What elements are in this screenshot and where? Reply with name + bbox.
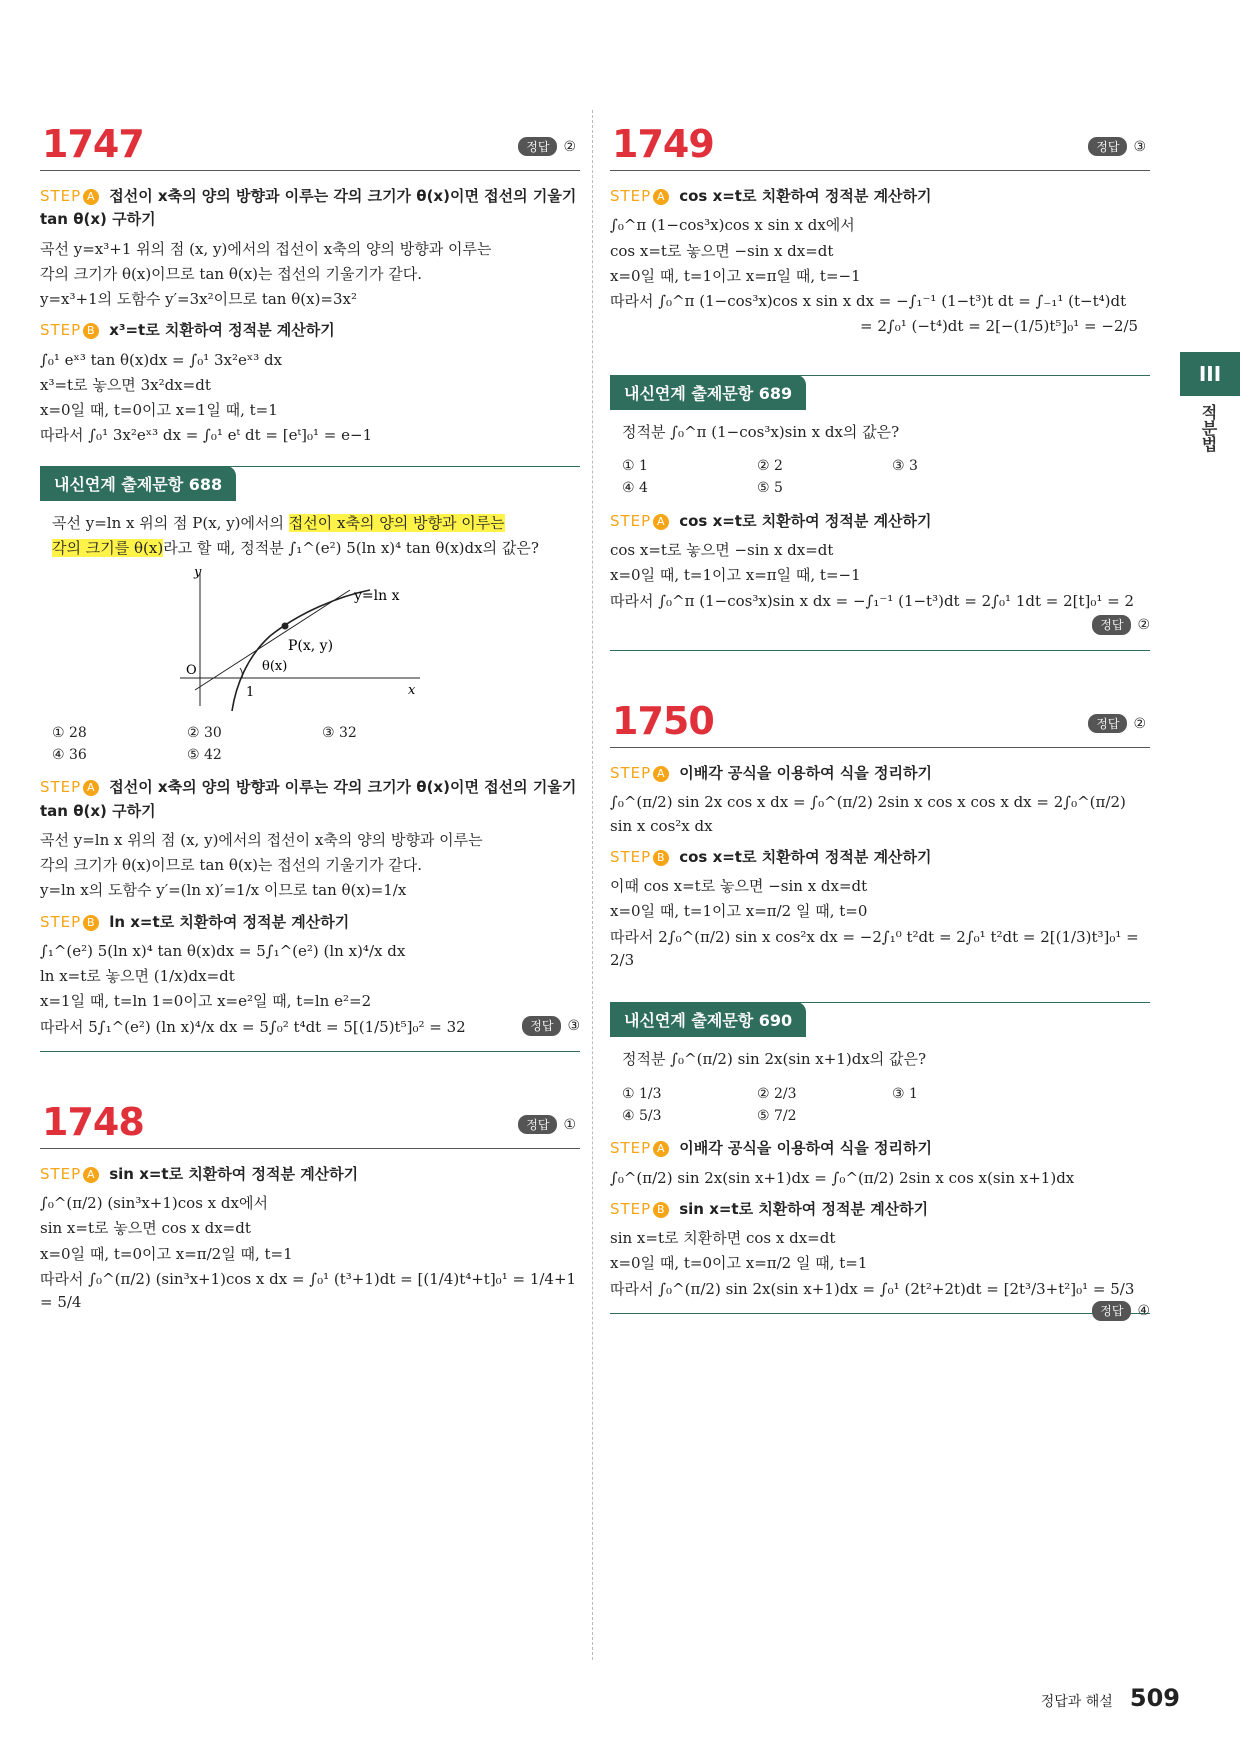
answer (518, 1115, 576, 1134)
step-tag: STEP A (610, 187, 669, 205)
solution-line: ∫₀^(π/2) sin 2x(sin x+1)dx = ∫₀^(π/2) 2sin x cos x(sin x+1)dx (610, 1168, 1075, 1187)
answer-badge: 정답 (1092, 1301, 1131, 1322)
solution-line: cos x=t로 놓으면 −sin x dx=dt (610, 241, 834, 260)
solution-line: 이때 cos x=t로 놓으면 −sin x dx=dt (610, 877, 868, 896)
answer-badge: 정답 (1092, 615, 1131, 636)
point-label: P(x, y) (288, 637, 334, 654)
related-question (40, 501, 580, 566)
solution-line: ∫₀^(π/2) (sin³x+1)cos x dx에서 (40, 1194, 268, 1213)
solution-line: ∫₀^π (1−cos³x)cos x sin x dx에서 (610, 216, 855, 235)
question-text: 라고 할 때, 정적분 ∫₁^(e²) 5(ln x)⁴ tan θ(x)dx의 값은? (163, 539, 539, 557)
step-tag: STEP A (40, 187, 99, 205)
solution-line: x=0일 때, t=0이고 x=π/2 일 때, t=1 (610, 1254, 868, 1273)
problem-header-1748 (40, 1088, 580, 1149)
choice: ③ 3 (892, 458, 918, 474)
choices (52, 722, 568, 767)
related-rule (610, 1002, 1150, 1003)
related-title: 내신연계 출제문항 690 (610, 1002, 806, 1037)
answer-value: ④ (1137, 1302, 1150, 1319)
related-question: 정적분 ∫₀^(π/2) sin 2x(sin x+1)dx의 값은? (622, 1050, 927, 1069)
step-text: 이배각 공식을 이용하여 식을 정리하기 (679, 1139, 932, 1158)
answer-value: ② (1137, 616, 1150, 633)
step-tag: STEP A (610, 1139, 669, 1157)
answer-value: ② (1133, 716, 1146, 733)
step-text: sin x=t로 치환하여 정적분 계산하기 (679, 1199, 929, 1218)
solution-line: y=ln x의 도함수 y′=(ln x)′=1/x 이므로 tan θ(x)=1/x (40, 881, 407, 900)
step-b (40, 911, 580, 934)
column-divider (592, 110, 593, 1660)
left-column (40, 110, 580, 1316)
solution-line: x³=t로 놓으면 3x²dx=dt (40, 375, 211, 394)
problem-number: 1749 (612, 122, 714, 166)
origin-label: O (186, 662, 197, 678)
answer-line (610, 615, 1150, 638)
solution-line (40, 1016, 580, 1039)
choice: ② 30 (187, 724, 222, 741)
question-text: 곡선 y=ln x 위의 점 P(x, y)에서의 (52, 513, 289, 532)
one-label: 1 (246, 684, 255, 700)
choice: ⑤ 42 (187, 746, 222, 763)
step-text: 접선이 x축의 양의 방향과 이루는 각의 크기가 θ(x)이면 접선의 기울기 tan θ(x) 구하기 (40, 778, 577, 820)
answer-value: ③ (567, 1017, 580, 1034)
choice: ③ 1 (892, 1085, 918, 1102)
step-tag: STEP A (610, 512, 669, 530)
curve-label: y=ln x (354, 587, 400, 604)
answer-badge: 정답 (518, 1115, 557, 1134)
x-label: x (408, 682, 416, 698)
choice: ⑤ 7/2 (757, 1107, 797, 1124)
choice: ② 2 (757, 458, 783, 474)
highlight: 접선이 x축의 양의 방향과 이루는 (288, 513, 505, 532)
right-column (610, 110, 1150, 1323)
solution-line: 각의 크기가 θ(x)이므로 tan θ(x)는 접선의 기울기가 같다. (40, 856, 422, 875)
section-rule (610, 650, 1150, 651)
answer-value: ① (563, 1116, 576, 1133)
log-graph (170, 566, 430, 716)
related-title: 내신연계 출제문항 689 (610, 375, 806, 410)
step-text: x³=t로 치환하여 정적분 계산하기 (109, 321, 335, 340)
step-a (40, 185, 580, 232)
footer-label: 정답과 해설 (1040, 1694, 1113, 1710)
answer-value: ③ (1133, 139, 1146, 155)
step-a (610, 510, 1150, 533)
solution-line: x=1일 때, t=ln 1=0이고 x=e²일 때, t=ln e²=2 (40, 992, 372, 1011)
solution-line: x=0일 때, t=1이고 x=π일 때, t=−1 (610, 566, 861, 585)
answer-value: ② (563, 139, 576, 155)
answer (1088, 137, 1146, 156)
solution-line: ∫₁^(e²) 5(ln x)⁴ tan θ(x)dx = 5∫₁^(e²) (ln x)⁴/x dx (40, 941, 406, 960)
problem-number: 1748 (42, 1099, 144, 1144)
solution-line: 각의 크기가 θ(x)이므로 tan θ(x)는 접선의 기울기가 같다. (40, 264, 422, 283)
solution-line (610, 1278, 1150, 1319)
step-tag: STEP A (40, 1165, 99, 1183)
step-tag: STEP B (610, 1200, 669, 1218)
page-footer (1041, 1684, 1180, 1712)
answer (1088, 714, 1146, 733)
choice: ④ 4 (622, 480, 648, 497)
solution-line: 곡선 y=x³+1 위의 점 (x, y)에서의 접선이 x축의 양의 방향과 이루는 (40, 239, 492, 258)
step-text: cos x=t로 치환하여 정적분 계산하기 (679, 847, 932, 866)
solution-line: ln x=t로 놓으면 (1/x)dx=dt (40, 967, 235, 986)
answer-badge: 정답 (1088, 714, 1127, 733)
related-problem-689 (610, 375, 1150, 500)
step-tag: STEP A (610, 764, 669, 782)
problem-number: 1750 (612, 699, 714, 744)
solution-line: x=0일 때, t=0이고 x=1일 때, t=1 (40, 401, 278, 419)
solution-line: 곡선 y=ln x 위의 점 (x, y)에서의 접선이 x축의 양의 방향과 이루는 (40, 830, 483, 849)
angle-label: θ(x) (262, 658, 288, 674)
point-p (282, 622, 289, 629)
choice: ② 2/3 (757, 1085, 797, 1102)
step-tag: STEP B (40, 321, 99, 339)
choices (622, 1083, 1138, 1128)
line-text: 따라서 ∫₀^(π/2) sin 2x(sin x+1)dx = ∫₀¹ (2t²+2t)dt = [2t³/3+t²]₀¹ = 5/3 (610, 1279, 1135, 1298)
related-problem-688 (40, 466, 580, 767)
step-text: ln x=t로 치환하여 정적분 계산하기 (109, 912, 350, 931)
step-tag: STEP B (40, 913, 99, 931)
solution-line: ∫₀^(π/2) sin 2x cos x dx = ∫₀^(π/2) 2sin x cos x cos x dx = 2∫₀^(π/2) sin x cos²x dx (610, 793, 1126, 835)
chapter-label: 적분법 (1199, 404, 1218, 452)
step-a (610, 762, 1150, 785)
related-question: 정적분 ∫₀^π (1−cos³x)sin x dx의 값은? (622, 422, 900, 441)
solution-line: cos x=t로 놓으면 −sin x dx=dt (610, 541, 834, 560)
related-problem-690 (610, 1002, 1150, 1127)
choice: ④ 5/3 (622, 1107, 662, 1124)
answer (518, 137, 576, 156)
solution-line: 따라서 ∫₀^π (1−cos³x)sin x dx = −∫₁⁻¹ (1−t³)dt = 2∫₀¹ 1dt = 2[t]₀¹ = 2 (610, 591, 1135, 610)
step-text: cos x=t로 치환하여 정적분 계산하기 (679, 187, 932, 205)
step-text: sin x=t로 치환하여 정적분 계산하기 (109, 1164, 359, 1183)
answer (1092, 1301, 1150, 1323)
solution-line: 따라서 ∫₀^(π/2) (sin³x+1)cos x dx = ∫₀¹ (t³+1)dt = [(1/4)t⁴+t]₀¹ = 1/4+1 = 5/4 (40, 1269, 577, 1312)
related-rule (40, 466, 580, 467)
problem-header-1749 (610, 110, 1150, 171)
step-b (610, 846, 1150, 869)
problem-header-1750 (610, 687, 1150, 748)
related-title: 내신연계 출제문항 688 (40, 466, 236, 501)
step-tag: STEP A (40, 778, 99, 796)
answer-badge: 정답 (518, 137, 557, 156)
problem-number: 1747 (42, 122, 144, 166)
step-a (610, 1137, 1150, 1160)
solution-line: x=0일 때, t=1이고 x=π/2 일 때, t=0 (610, 902, 868, 921)
answer-badge: 정답 (1088, 137, 1127, 156)
choice: ③ 32 (322, 724, 357, 741)
problem-header-1747 (40, 110, 580, 171)
step-b (610, 1198, 1150, 1221)
solution-line: x=0일 때, t=0이고 x=π/2일 때, t=1 (40, 1244, 293, 1263)
step-text: 이배각 공식을 이용하여 식을 정리하기 (679, 764, 932, 783)
section-rule (610, 1313, 1150, 1314)
choices (622, 455, 1138, 500)
step-a (610, 185, 1150, 208)
choice: ① 1 (622, 458, 648, 474)
choice: ① 1/3 (622, 1085, 662, 1102)
step-a (40, 1163, 580, 1186)
choice: ① 28 (52, 724, 87, 741)
answer (522, 1016, 580, 1038)
solution-line: x=0일 때, t=1이고 x=π일 때, t=−1 (610, 266, 861, 285)
step-text: 접선이 x축의 양의 방향과 이루는 각의 크기가 θ(x)이면 접선의 기울기 tan θ(x) 구하기 (40, 187, 577, 229)
solution-line: 따라서 ∫₀¹ 3x²eˣ³ dx = ∫₀¹ eᵗ dt = [eᵗ]₀¹ = e−1 (40, 426, 373, 445)
related-rule (610, 375, 1150, 376)
page-number: 509 (1129, 1684, 1180, 1712)
highlight: 각의 크기를 θ(x) (52, 539, 164, 557)
step-a (40, 776, 580, 823)
line-text: 따라서 5∫₁^(e²) (ln x)⁴/x dx = 5∫₀² t⁴dt = 5[(1/5)t⁵]₀² = 32 (40, 1017, 466, 1036)
solution-line: 따라서 2∫₀^(π/2) sin x cos²x dx = −2∫₁⁰ t²dt = 2∫₀¹ t²dt = 2[(1/3)t³]₀¹ = 2/3 (610, 927, 1139, 969)
solution-line: sin x=t로 치환하면 cos x dx=dt (610, 1229, 836, 1248)
answer-badge: 정답 (522, 1016, 561, 1037)
y-label: y (194, 565, 202, 580)
solution-line: y=x³+1의 도함수 y′=3x²이므로 tan θ(x)=3x² (40, 290, 358, 308)
section-rule (40, 1051, 580, 1052)
solution-line: = 2∫₀¹ (−t⁴)dt = 2[−(1/5)t⁵]₀¹ = −2/5 (860, 317, 1139, 336)
answer (1092, 615, 1150, 637)
chapter-tab: III (1180, 352, 1240, 396)
solution-line: ∫₀¹ eˣ³ tan θ(x)dx = ∫₀¹ 3x²eˣ³ dx (40, 350, 283, 369)
choice: ⑤ 5 (757, 480, 783, 497)
step-tag: STEP B (610, 848, 669, 866)
solution-line: 따라서 ∫₀^π (1−cos³x)cos x sin x dx = −∫₁⁻¹ (1−t³)t dt = ∫₋₁¹ (t−t⁴)dt (610, 292, 1127, 310)
step-text: cos x=t로 치환하여 정적분 계산하기 (679, 511, 932, 530)
choice: ④ 36 (52, 746, 87, 763)
step-b (40, 319, 580, 342)
solution-line: sin x=t로 놓으면 cos x dx=dt (40, 1219, 251, 1238)
